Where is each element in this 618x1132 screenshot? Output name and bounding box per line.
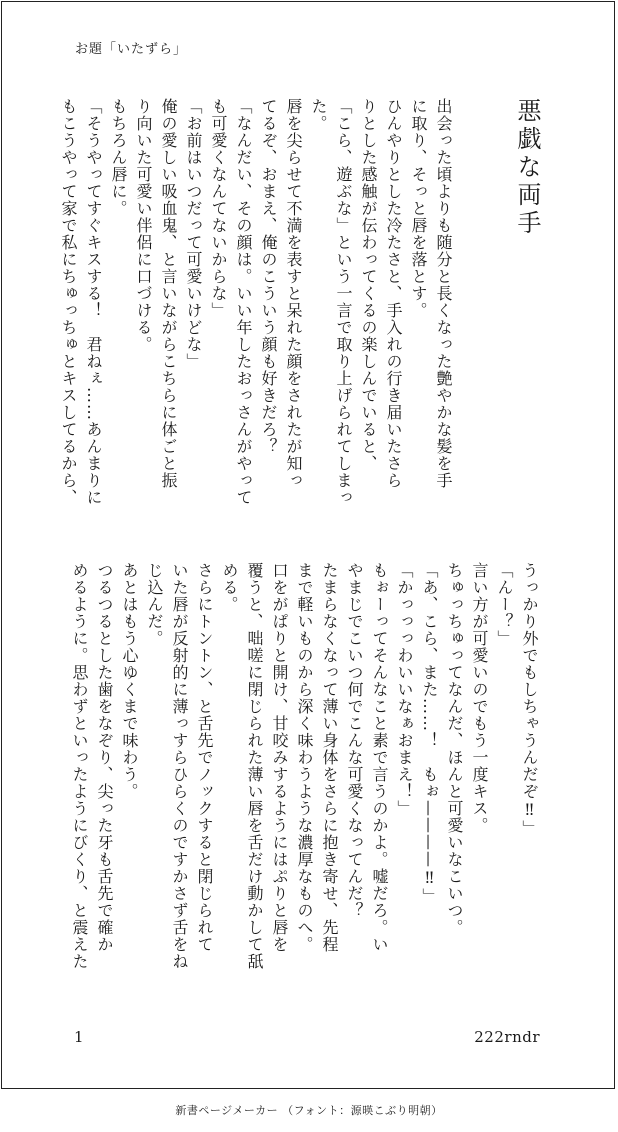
text-line: めるように。思わずといったようにびくり、と震えた [70, 562, 89, 970]
page-header-theme: お題「いたずら」 [75, 42, 188, 57]
text-line: じ込んだ。 [145, 562, 164, 647]
text-line: もこうやって家で私にちゅっちゅとキスしてるから、 [59, 98, 78, 506]
text-line: つるつるとした歯をなぞり、尖った牙も舌先で確か [95, 562, 114, 953]
text-block-upper [56, 98, 456, 518]
text-line: うっかり外でもしちゃうんだぞ‼」 [520, 562, 539, 837]
text-line: 口をがぱりと開け、甘咬みするようにはぷりと唇を [270, 562, 289, 953]
text-line: 言い方が可愛いのでもう一度キス。 [470, 562, 489, 834]
text-line: も可愛くなんてないからな」 [209, 98, 228, 319]
text-line: いた唇が反射的に薄っすらひらくのですかさず舌をね [170, 562, 189, 970]
text-line: あとはもう心ゆくまで味わう。 [120, 562, 139, 800]
text-line: 「そうやってすぐキスする！ 君ねぇ……あんまりに [84, 98, 103, 506]
text-line: りとした感触が伝わってくるの楽しんでいると、 [359, 98, 378, 472]
text-line: 唇を尖らせて不満を表すと呆れた顔をされたが知っ [284, 98, 303, 489]
text-line: 出会った頃よりも随分と長くなった艶やかな髪を手 [434, 98, 453, 489]
text-block-lower [67, 562, 542, 982]
text-line: もちろん唇に。 [109, 98, 128, 217]
text-line: さらにトントン、と舌先でノックすると閉じられて [195, 562, 214, 953]
text-line: に取り、そっと唇を落とす。 [409, 98, 428, 319]
text-line: 俺の愛しい吸血鬼、と言いながらこちらに体ごと振 [159, 98, 178, 489]
generator-credit: 新書ページメーカー （フォント：源暎こぶり明朝） [175, 1104, 443, 1117]
text-line: 「こら、遊ぶな」という一言で取り上げられてしまっ [334, 98, 353, 506]
author-name: 222rndr [474, 1028, 540, 1046]
text-line: 「んー？」 [495, 562, 514, 647]
text-line: やまじでこいつ何でこんな可愛くなってんだ？ [345, 562, 364, 919]
text-line: 「あ、こら、また……！ もぉ————‼」 [420, 562, 439, 905]
text-line: た。 [309, 98, 328, 132]
text-line: てるぞ、おまえ、俺のこういう顔も好きだろ？ [259, 98, 278, 455]
text-line: まで軽いものから深く味わうような濃厚なものへ。 [295, 562, 314, 953]
text-line: める。 [220, 562, 239, 613]
text-line: 「なんだい、その顔は。いい年したおっさんがやって [234, 98, 253, 506]
text-line: 覆うと、咄嗟に閉じられた薄い唇を舌だけ動かして舐 [245, 562, 264, 970]
text-line: たまらなくなって薄い身体をさらに抱き寄せ、先程 [320, 562, 339, 953]
text-line: 「かっっっわいいなぁおまえ！」 [395, 562, 414, 817]
text-line: り向いた可愛い伴侶に口づける。 [134, 98, 153, 353]
page-number: 1 [74, 1028, 84, 1046]
text-line: 「お前はいつだって可愛いけどな」 [184, 98, 203, 370]
story-title: 悪戯な両手 [513, 98, 541, 238]
text-line: ひんやりとした冷たさと、手入れの行き届いたさら [384, 98, 403, 489]
text-line: ちゅっちゅってなんだ、ほんと可愛いなこいつ。 [445, 562, 464, 936]
text-line: もぉーってそんなこと素で言うのかよ。嘘だろ。い [370, 562, 389, 953]
book-page [1, 1, 615, 1089]
